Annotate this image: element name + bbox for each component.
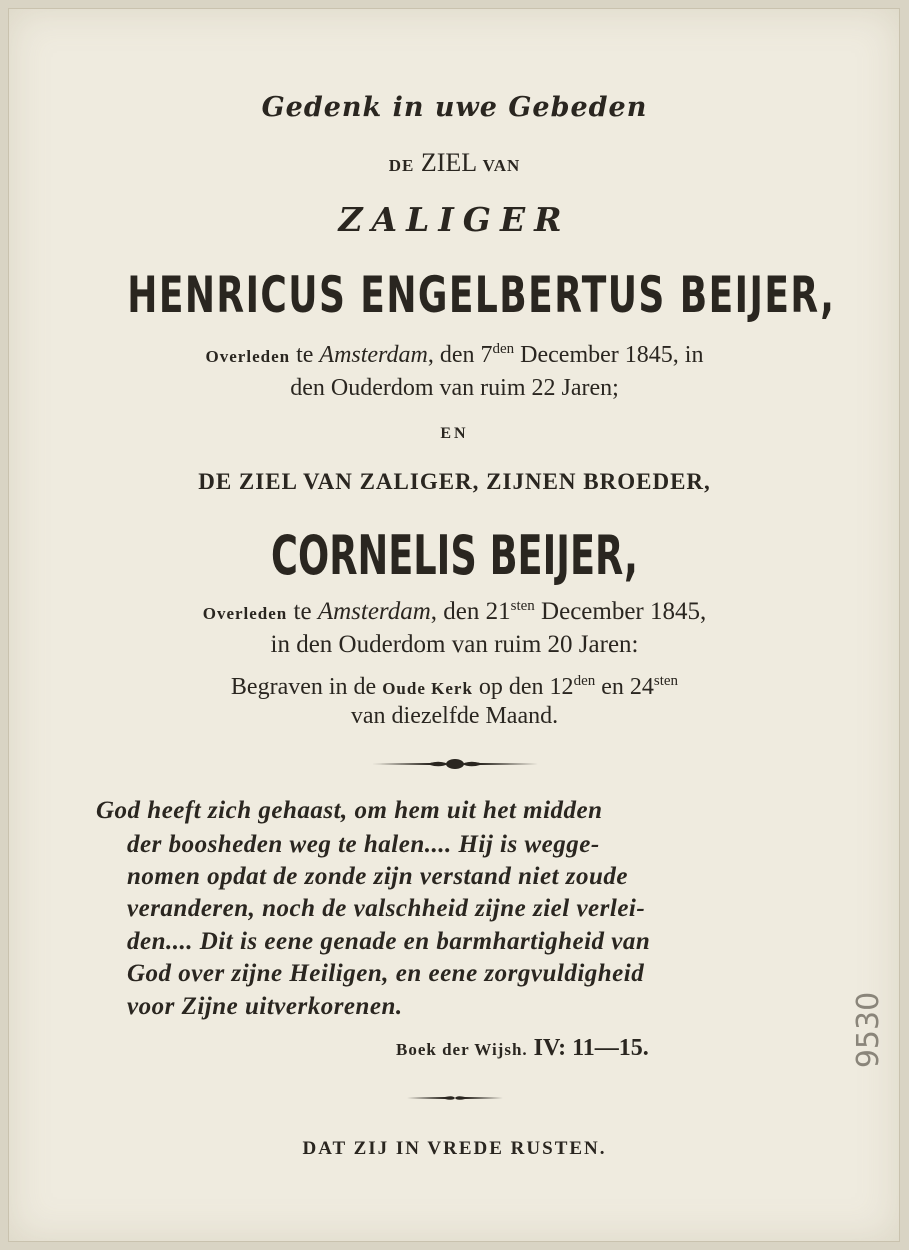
death-line-1 — [0, 341, 909, 369]
brother-heading: DE ZIEL VAN ZALIGER, ZIJNEN BROEDER, — [198, 469, 711, 494]
text-te-1: te — [290, 342, 320, 368]
scripture-line-5: den.... Dit is eene genade en barmhartigheid van — [127, 928, 651, 955]
place-1: Amsterdam — [319, 342, 428, 368]
small-ornament-icon — [405, 1088, 505, 1108]
ziel-main: ZIEL — [420, 148, 477, 177]
ornament-divider-1 — [0, 750, 909, 783]
burial-c: op den 12 — [472, 674, 574, 700]
scripture-line-3: nomen opdat de zonde zijn verstand niet zoude — [127, 863, 629, 890]
burial-line — [0, 673, 909, 701]
scripture-line-2: der boosheden weg te halen.... Hij is wegge- — [127, 831, 600, 858]
scripture-line-7: voor Zijne uitverkorenen. — [127, 993, 403, 1020]
scripture-line-6: God over zijne Heiligen, en eene zorgvuldigheid — [127, 960, 645, 987]
burial-sup-2: sten — [653, 673, 679, 689]
deceased-name-2: CORNELIS BEIJER, — [271, 524, 638, 587]
pencil-annotation: 9530 — [850, 991, 886, 1069]
ornament-divider-2 — [0, 1088, 909, 1113]
scripture-reference — [396, 1035, 649, 1062]
date-sup-2: sten — [510, 598, 535, 614]
death-line-2 — [0, 598, 909, 626]
ziel-line — [0, 148, 909, 178]
date-rest-1: December 1845, in — [514, 342, 704, 368]
closing-line: DAT ZIJ IN VREDE RUSTEN. — [302, 1138, 607, 1159]
ziel-prefix: DE — [388, 156, 415, 175]
deceased-name-1: HENRICUS ENGELBERTUS BEIJER, — [127, 266, 836, 324]
ornament-rule-icon — [370, 750, 540, 778]
text-te-2: te — [287, 598, 318, 625]
burial-sup-1: den — [573, 673, 596, 689]
date-part-2: , den 21 — [430, 598, 511, 625]
age-line-2: in den Ouderdom van ruim 20 Jaren: — [270, 631, 639, 658]
ziel-suffix: VAN — [482, 156, 521, 175]
scripture-line-1: God heeft zich gehaast, om hem uit het midden — [96, 797, 603, 824]
ref-verse: IV: 11—15. — [527, 1035, 649, 1061]
date-rest-2: December 1845, — [534, 598, 707, 625]
en-divider: EN — [440, 425, 469, 442]
date-sup-1: den — [492, 341, 515, 357]
burial-line-2: van diezelfde Maand. — [350, 703, 559, 729]
date-part-1: , den 7 — [427, 342, 493, 368]
heading-blackletter: Gedenk in uwe Gebeden — [261, 92, 648, 123]
burial-a: Begraven in de — [230, 674, 383, 700]
scripture-line-4: veranderen, noch de valschheid zijne ziel verlei- — [127, 895, 646, 922]
zaliger-title: ZALIGER — [338, 200, 571, 239]
church-name: Oude Kerk — [382, 679, 473, 698]
age-line-1: den Ouderdom van ruim 22 Jaren; — [290, 375, 619, 401]
overleden-label-1: Overleden — [205, 347, 291, 366]
burial-d: en 24 — [595, 674, 654, 700]
overleden-label-2: Overleden — [202, 604, 288, 623]
ref-book: Boek der Wijsh. — [396, 1040, 528, 1059]
place-2: Amsterdam — [317, 598, 431, 625]
